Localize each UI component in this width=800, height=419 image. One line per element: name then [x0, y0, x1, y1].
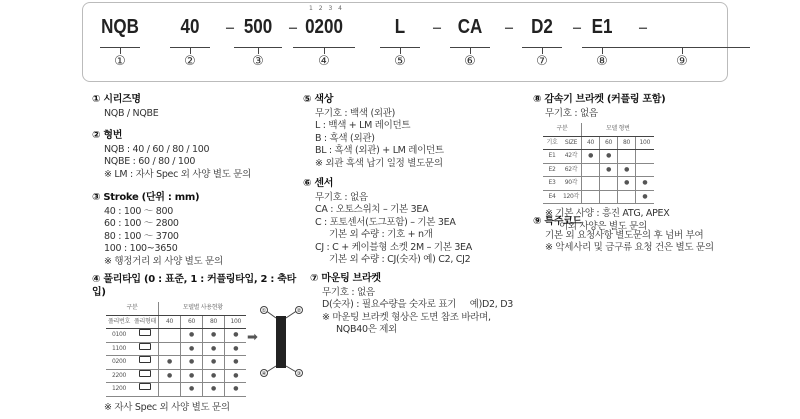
section-title: ⑧ 감속기 브라켓 (커플링 포함) [533, 94, 666, 105]
table-cell: ● [202, 329, 224, 343]
table-cell: 60 [180, 315, 202, 329]
code-dash: – [288, 15, 298, 39]
table-cell: 구분 [543, 123, 582, 136]
table-row [106, 342, 246, 356]
code-tick [682, 47, 683, 54]
code-number: ⑨ [676, 54, 688, 69]
line: NQB40은 제외 [336, 324, 398, 335]
code-number: ⑥ [464, 54, 476, 69]
table-cell: 풀리형태 [132, 315, 158, 329]
table-cell: 80 [202, 315, 224, 329]
table-cell [636, 163, 654, 177]
table-cell: 1100 [106, 342, 132, 356]
line: ※ 마운팅 브라켓 형상은 도면 참조 바라며, [322, 311, 491, 323]
table-cell: ● [600, 163, 618, 177]
section-series [92, 94, 158, 120]
section-color [303, 94, 444, 170]
table-cell [132, 369, 158, 383]
table-cell [158, 329, 180, 343]
table-cell [158, 383, 180, 397]
table-row [106, 383, 246, 397]
table-cell: E4 [543, 190, 561, 204]
table-cell: ● [202, 383, 224, 397]
table-cell: E1 [543, 150, 561, 164]
code-segment: D2 [531, 16, 553, 38]
section-sensor [303, 178, 472, 267]
table-cell: ● [600, 150, 618, 164]
table-cell [582, 163, 600, 177]
table-cell: ● [180, 329, 202, 343]
section-reducer-bracket [533, 94, 669, 233]
code-number: ⑦ [536, 54, 548, 69]
code-dash: – [225, 15, 235, 39]
line: ※ 행정거리 외 사양 별도 문의 [104, 255, 223, 267]
table-cell: 모델별 사용현황 [158, 302, 246, 315]
line: 무기호 : 없음 [322, 286, 375, 298]
table-cell: ● [636, 190, 654, 204]
code-segment: L [394, 16, 406, 38]
pulley-table [106, 302, 246, 397]
table-cell: 62각 [561, 163, 582, 177]
code-segment: 40 [180, 16, 200, 38]
table-cell: ● [618, 177, 636, 191]
code-dash: – [572, 15, 582, 39]
section-title: ③ Stroke (단위 : mm) [92, 192, 200, 203]
table-header [106, 315, 246, 329]
note: ※ 기본 사양 : 흥진 ATG, APEX [545, 208, 670, 219]
line: NQBE : 60 / 80 / 100 [104, 156, 196, 167]
code-tick [602, 47, 603, 54]
table-cell: 60 [600, 136, 618, 150]
table-cell: ● [180, 383, 202, 397]
section-title: ② 형번 [92, 130, 123, 141]
table-cell: E3 [543, 177, 561, 191]
pulley-shape-icon [139, 356, 151, 363]
code-number: ④ [318, 54, 330, 69]
table-cell: 2200 [106, 369, 132, 383]
table-cell [132, 329, 158, 343]
line: 80 : 100 ～ 3700 [104, 230, 179, 242]
diagram-label: ② [296, 308, 302, 314]
table-cell: E2 [543, 163, 561, 177]
line: 40 : 100 ～ 800 [104, 205, 173, 217]
note: ※ 자사 Spec 외 사양 별도 문의 [104, 401, 230, 413]
line: D(숫자) : 필요수량을 숫자로 표기 예)D2, D3 [322, 299, 513, 310]
line: 60 : 100 ～ 2800 [104, 218, 179, 229]
table-cell [618, 190, 636, 204]
note: 이외 사양은 별도 문의 [559, 220, 648, 232]
table-row [543, 163, 654, 177]
line: NQB : 40 / 60 / 80 / 100 [104, 143, 210, 155]
diagram-label: ① [261, 308, 267, 314]
table-row [106, 369, 246, 383]
line: L : 백색 + LM 레이던트 [315, 120, 411, 131]
table-cell: 1200 [106, 383, 132, 397]
code-tick [120, 47, 121, 54]
pulley-shape-icon [139, 343, 151, 350]
code-number: ⑧ [596, 54, 608, 69]
line: CJ : C + 케이블형 소켓 2M – 기본 3EA [315, 241, 472, 253]
section-title: ④ 풀리타입 (0 : 표준, 1 : 커플링타입, 2 : 축타입) [92, 274, 297, 298]
table-cell [132, 356, 158, 370]
table-cell: ● [158, 356, 180, 370]
reducer-table [543, 123, 654, 204]
code-number: ③ [252, 54, 264, 69]
line: NQB / NQBE [104, 107, 159, 119]
table-header [543, 136, 654, 150]
code-segment: 0200 [305, 16, 343, 38]
line: C : 포토센서(도그포함) – 기본 3EA [315, 216, 456, 228]
table-row [543, 177, 654, 191]
table-cell: 42각 [561, 150, 582, 164]
table-cell [158, 342, 180, 356]
table-cell: 100 [636, 136, 654, 150]
table-cell [132, 342, 158, 356]
table-header [543, 123, 654, 136]
code-tick [470, 47, 471, 54]
line: 무기호 : 백색 (외관) [315, 107, 396, 119]
table-cell: 모델 형번 [582, 123, 654, 136]
table-row [106, 356, 246, 370]
line: 기본 외 수량 : CJ(숫자) 예) C2, CJ2 [329, 254, 471, 265]
table-cell: ● [224, 329, 246, 343]
table-cell: ● [582, 150, 600, 164]
table-cell: 기호 [543, 136, 561, 150]
pulley-shape-icon [139, 383, 151, 390]
table-cell: 풀리번호 [106, 315, 132, 329]
line: CA : 오토스위치 – 기본 3EA [315, 204, 429, 215]
line: 무기호 : 없음 [545, 107, 598, 119]
pulley-shape-icon [139, 329, 151, 336]
table-cell: ● [180, 369, 202, 383]
code-dash: – [504, 15, 514, 39]
table-cell: 0200 [106, 356, 132, 370]
table-cell: ● [224, 342, 246, 356]
table-cell [132, 383, 158, 397]
table-cell: 80 [618, 136, 636, 150]
order-code-box [82, 2, 728, 82]
code-number: ⑤ [394, 54, 406, 69]
code-segment: CA [457, 16, 483, 38]
line: ※ 악세사리 및 금구류 요청 건은 별도 문의 [545, 242, 714, 253]
table-cell: ● [636, 177, 654, 191]
section-title: ⑦ 마운팅 브라켓 [310, 273, 381, 284]
table-cell: ● [158, 369, 180, 383]
code-segment: NQB [101, 16, 139, 38]
table-cell: ● [202, 369, 224, 383]
table-header [106, 302, 246, 315]
section-special-code [533, 216, 714, 255]
table-cell: ● [180, 342, 202, 356]
table-cell: ● [202, 342, 224, 356]
code-dash: – [432, 15, 442, 39]
table-cell: 40 [582, 136, 600, 150]
table-cell [582, 190, 600, 204]
table-cell: 40 [158, 315, 180, 329]
section-title: ⑨ 특주코드 [533, 216, 582, 227]
table-cell: ● [224, 383, 246, 397]
code-segment: E1 [591, 16, 613, 38]
section-title: ⑤ 색상 [303, 94, 334, 105]
table-cell: SIZE [561, 136, 582, 150]
pulley-diagram [258, 306, 306, 378]
section-stroke [92, 192, 223, 268]
code-tick [542, 47, 543, 54]
line: 무기호 : 없음 [315, 191, 368, 203]
line: ※ LM : 자사 Spec 외 사양 별도 문의 [104, 168, 252, 180]
table-cell: 90각 [561, 177, 582, 191]
code-dash: – [638, 15, 648, 39]
code-tick [400, 47, 401, 54]
table-cell: ● [180, 356, 202, 370]
line: 기본 외 요청사항 별도문의 후 넘버 부여 [545, 229, 704, 241]
line: BL : 흑색 (외관) + LM 레이던트 [315, 145, 444, 156]
table-cell: ● [224, 369, 246, 383]
code-number: ① [114, 54, 126, 69]
code-segment [648, 15, 716, 39]
table-cell [600, 177, 618, 191]
code-tick [324, 47, 325, 54]
code-number: ② [184, 54, 196, 69]
table-cell: ● [202, 356, 224, 370]
table-cell: 100 [224, 315, 246, 329]
line: ※ 외관 흑색 납기 일정 별도문의 [315, 157, 443, 169]
line: 100 : 100~3650 [104, 243, 178, 254]
table-row [543, 150, 654, 164]
section-model [92, 130, 251, 181]
code-segment: 500 [243, 16, 273, 38]
table-cell: 120각 [561, 190, 582, 204]
table-cell: 구분 [106, 302, 158, 315]
table-cell: ● [224, 356, 246, 370]
line: B : 흑색 (외관) [315, 132, 375, 144]
code-tick [190, 47, 191, 54]
section-title: ⑥ 센서 [303, 178, 334, 189]
table-row [543, 190, 654, 204]
line: 기본 외 수량 : 기호 + n개 [329, 229, 433, 240]
digit-positions: 1 2 3 4 [309, 5, 344, 12]
pulley-shape-icon [139, 370, 151, 377]
table-cell [600, 190, 618, 204]
diagram-label: ③ [296, 371, 302, 377]
table-cell [582, 177, 600, 191]
table-cell [636, 150, 654, 164]
arrow-icon: ➡ [247, 330, 258, 345]
table-cell: ● [618, 163, 636, 177]
code-tick [258, 47, 259, 54]
diagram-label: ④ [261, 371, 267, 377]
table-cell [618, 150, 636, 164]
section-title: ① 시리즈명 [92, 94, 141, 105]
table-cell: 0100 [106, 329, 132, 343]
section-mounting-bracket [310, 273, 513, 337]
table-row [106, 329, 246, 343]
